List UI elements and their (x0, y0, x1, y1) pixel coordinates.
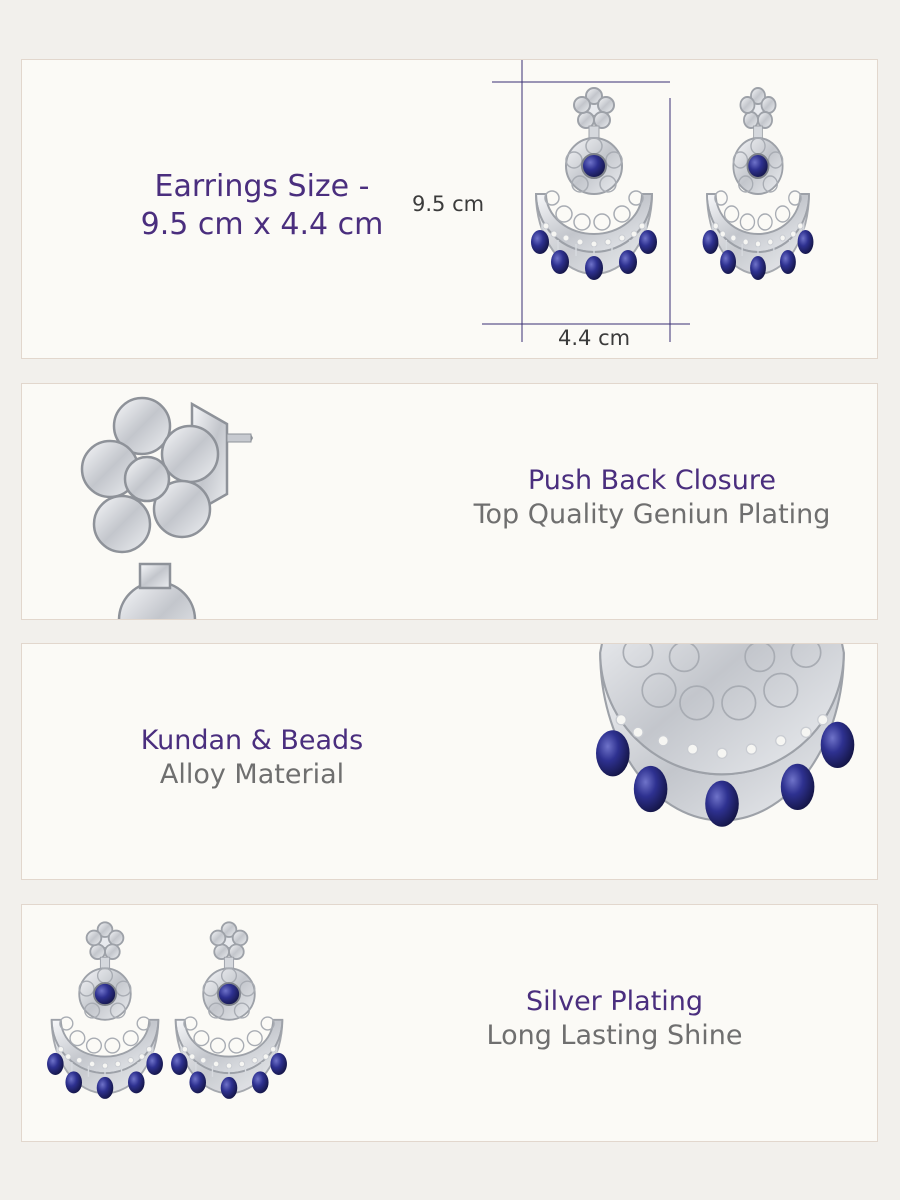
size-title-line1: Earrings Size - (154, 169, 370, 204)
earring-front-image (594, 204, 595, 205)
earring-side-image (758, 204, 759, 205)
height-label: 9.5 cm (412, 192, 485, 216)
closure-text (442, 464, 862, 532)
material-subtitle: Alloy Material (159, 759, 345, 790)
closure-title: Push Back Closure (528, 465, 776, 496)
closure-subtitle: Top Quality Geniun Plating (473, 499, 831, 530)
closure-panel (21, 383, 878, 620)
plating-panel (21, 904, 878, 1142)
material-title: Kundan & Beads (140, 725, 364, 756)
plating-subtitle: Long Lasting Shine (486, 1020, 743, 1051)
earring-closeup-image (22, 384, 322, 620)
earring-pair-left-image (105, 1029, 106, 1030)
plating-title: Silver Plating (525, 986, 704, 1017)
earring-beads-closeup-image (722, 684, 723, 685)
plating-text (442, 985, 787, 1053)
material-text (92, 724, 412, 792)
size-panel (21, 59, 878, 359)
size-title-line2: 9.5 cm x 4.4 cm (140, 207, 384, 242)
earring-pair-right-image (229, 1029, 230, 1030)
width-label: 4.4 cm (558, 326, 631, 350)
material-panel (21, 643, 878, 880)
